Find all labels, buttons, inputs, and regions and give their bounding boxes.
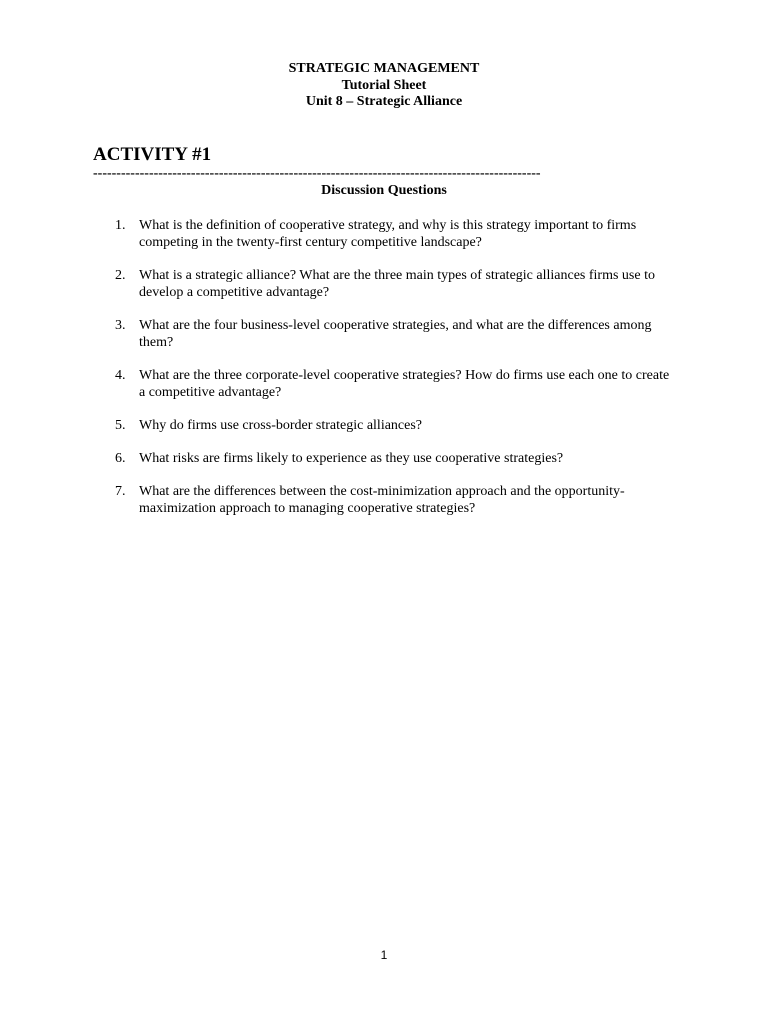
question-item bbox=[93, 367, 673, 401]
question-item bbox=[93, 267, 673, 301]
question-item bbox=[93, 417, 673, 434]
question-text: Why do firms use cross-border strategic alliances? bbox=[139, 418, 423, 433]
section-heading: Discussion Questions bbox=[321, 183, 447, 198]
question-item bbox=[93, 483, 673, 517]
question-number: 3. bbox=[115, 318, 126, 333]
question-item bbox=[93, 317, 673, 351]
question-number: 1. bbox=[115, 218, 126, 233]
question-number: 7. bbox=[115, 484, 126, 499]
course-title: STRATEGIC MANAGEMENT bbox=[288, 61, 480, 76]
document-header bbox=[0, 61, 768, 111]
question-list bbox=[93, 217, 673, 533]
unit-title: Unit 8 – Strategic Alliance bbox=[305, 94, 463, 109]
question-text: What are the four business-level cooperative strategies, and what are the differences among them? bbox=[139, 318, 652, 350]
question-text: What is a strategic alliance? What are the three main types of strategic alliances firms use to develop a competitive advantage? bbox=[139, 268, 655, 300]
question-number: 6. bbox=[115, 451, 126, 466]
question-item bbox=[93, 450, 673, 467]
question-item bbox=[93, 217, 673, 251]
question-text: What risks are firms likely to experience as they use cooperative strategies? bbox=[139, 451, 564, 466]
activity-heading: ACTIVITY #1 bbox=[93, 144, 212, 165]
question-number: 4. bbox=[115, 368, 126, 383]
question-number: 2. bbox=[115, 268, 126, 283]
question-number: 5. bbox=[115, 418, 126, 433]
dashed-divider: ------------------------------------------------------------------------------------------------ bbox=[93, 166, 541, 181]
question-text: What is the definition of cooperative strategy, and why is this strategy important to firms competing in the twenty-first century competitive landscape? bbox=[139, 218, 637, 250]
page-number: 1 bbox=[380, 948, 388, 962]
question-text: What are the differences between the cost-minimization approach and the opportunity-maximization approach to managing cooperative strategies? bbox=[139, 484, 625, 516]
question-text: What are the three corporate-level cooperative strategies? How do firms use each one to create a competitive advantage? bbox=[139, 368, 670, 400]
sheet-title: Tutorial Sheet bbox=[341, 77, 427, 93]
